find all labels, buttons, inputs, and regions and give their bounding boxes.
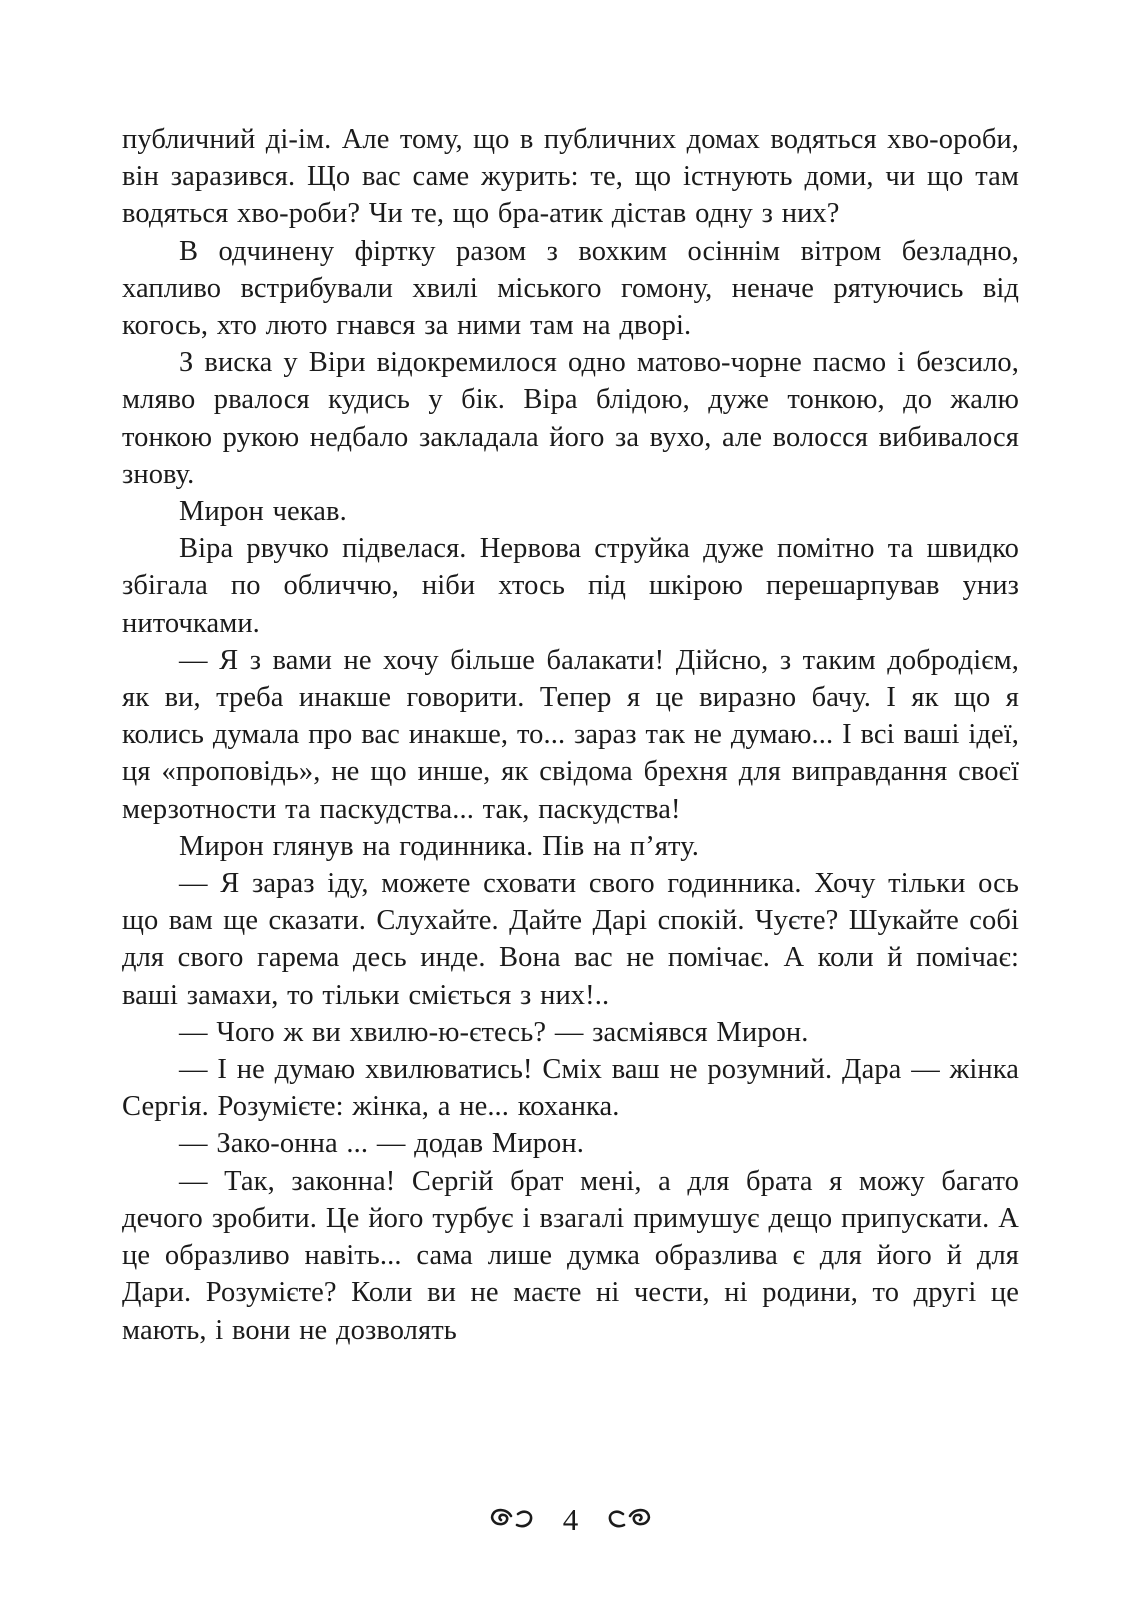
paragraph: Віра рвучко підвелася. Нервова струйка дуже помітно та швидко збігала по обличчю, ніби хтось під шкірою перешарпував униз ниточками.	[122, 533, 1019, 639]
page-text	[122, 121, 1019, 1349]
paragraph: — Чого ж ви хвилю-ю-єтесь? — засміявся Мирон.	[179, 1016, 809, 1048]
paragraph: публичний ді-ім. Але тому, що в публичних домах водяться хво-ороби, він заразився. Що вас саме журить: те, що істнують доми, чи що там водяться хво-роби? Чи те, що бра-атик дістав одну з них?	[122, 124, 1019, 230]
paragraph: В одчинену фіртку разом з вохким осіннім вітром безладно, хапливо встрибували хвилі міського гомону, неначе рятуючись від когось, хто люто гнався за ними там на дворі.	[122, 235, 1019, 342]
fleuron-right-icon	[606, 1507, 652, 1533]
paragraph: — І не думаю хвилюватись! Сміх ваш не розумний. Дара — жінка Сергія. Розумієте: жінка, а не... коханка.	[122, 1054, 1019, 1123]
paragraph: — Зако-онна ... — додав Мирон.	[179, 1128, 584, 1160]
page-footer	[122, 1500, 1019, 1540]
paragraph: — Я зараз іду, можете сховати свого годинника. Хочу тільки ось що вам ще сказати. Слухайте. Дайте Дарі спокій. Чуєте? Шукайте собі для свого гарема десь инде. Вона вас не помічає. А коли й помічає: ваші замахи, то тільки сміється з них!..	[122, 868, 1019, 1011]
paragraph: — Я з вами не хочу більше балакати! Дійсно, з таким добродієм, як ви, треба инакше говорити. Тепер я це виразно бачу. І як що я колись думала про вас инакше, то... зараз так не думаю... І всі ваші ідеї, ця «проповідь», не що инше, як свідома брехня для виправдання своєї мерзотности та паскудства... так, паскудства!	[122, 644, 1019, 825]
paragraph: Мирон глянув на годинника. Пів на п’яту.	[179, 830, 699, 862]
fleuron-left-icon	[489, 1507, 535, 1533]
paragraph: З виска у Віри відокремилося одно матово-чорне пасмо і безсило, мляво рвалося кудись у бік. Віра блідою, дуже тонкою, до жалю тонкою рукою недбало закладала його за вухо, але волосся вибивалося знову.	[122, 347, 1019, 490]
paragraph: Мирон чекав.	[179, 496, 347, 528]
paragraph: — Так, законна! Сергій брат мені, а для брата я можу багато дечого зробити. Це його турбує і взагалі примушує дещо припускати. А це образливо навіть... сама лише думка образлива є для його й для Дари. Розумієте? Коли ви не маєте ні чести, ні родини, то другі це мають, і вони не дозволять	[122, 1165, 1019, 1346]
page-number: 4	[562, 1502, 579, 1537]
